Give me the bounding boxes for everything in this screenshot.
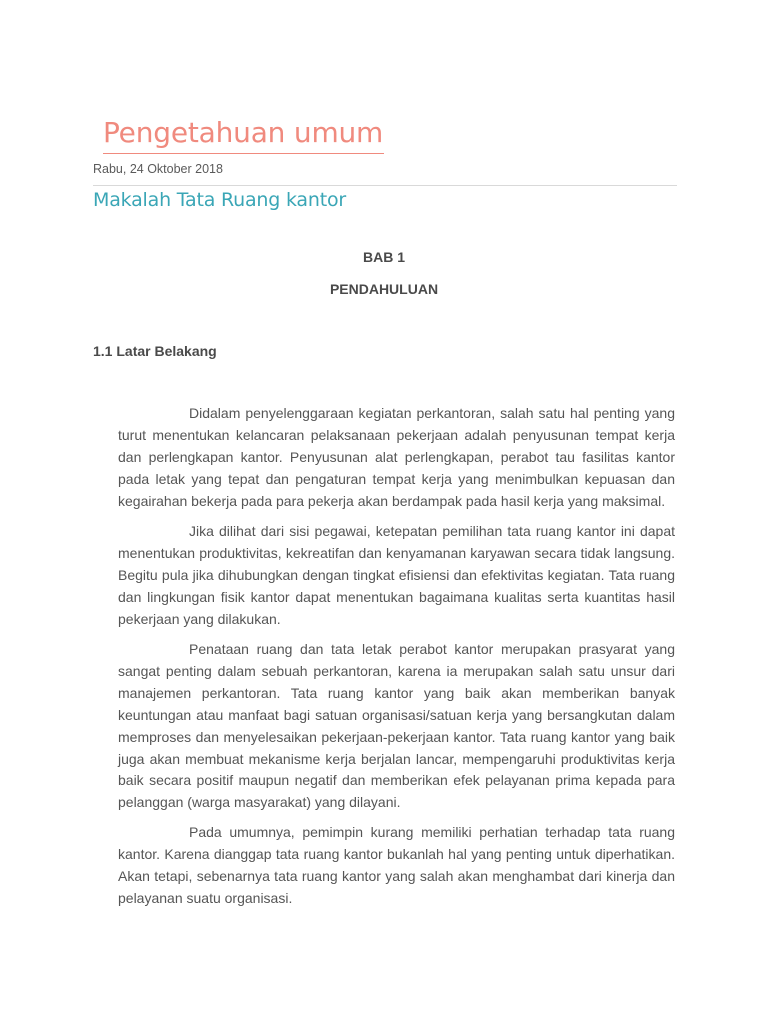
chapter-heading: BAB 1 [362,249,405,265]
chapter-title: PENDAHULUAN [329,281,439,297]
paragraph-2: Jika dilihat dari sisi pegawai, ketepatan pemilihan tata ruang kantor ini dapat menentukan produktivitas, kekreatifan dan kenyamanan karyawan secara tidak langsung. Begitu pula jika dihubungkan dengan tingkat efisiensi dan efektivitas kegiatan. Tata ruang dan lingkungan fisik kantor dapat menentukan bagaimana kualitas serta kuantitas hasil pekerjaan yang dilakukan. [118,523,675,627]
section-heading: 1.1 Latar Belakang [93,343,217,359]
blog-title-link[interactable]: Pengetahuan umum [103,113,384,154]
post-title-link[interactable]: Makalah Tata Ruang kantor [93,189,347,211]
paragraph-3: Penataan ruang dan tata letak perabot kantor merupakan prasyarat yang sangat penting dalam sebuah perkantoran, karena ia merupakan salah satu unsur dari manajemen perkantoran. Tata ruang kantor yang baik akan memberikan banyak keuntungan atau manfaat bagi satuan organisasi/satuan kerja yang bersangkutan dalam memproses dan menyelesaikan pekerjaan-pekerjaan kantor. Tata ruang kantor yang baik juga akan membuat mekanisme kerja berjalan lancar, mempengaruhi produktivitas kerja baik secara positif maupun negatif dan memberikan efek pelayanan prima kepada para pelanggan (warga masyarakat) yang dilayani. [118,641,675,811]
paragraph-1: Didalam penyelenggaraan kegiatan perkantoran, salah satu hal penting yang turut menentukan kelancaran pelaksanaan pekerjaan adalah penyusunan tempat kerja dan perlengkapan kantor. Penyusunan alat perlengkapan, perabot tau fasilitas kantor pada letak yang tepat dan pengaturan tempat kerja yang menimbulkan kepuasan dan kegairahan bekerja pada para pekerja akan berdampak pada hasil kerja yang maksimal. [118,405,675,509]
post-date: Rabu, 24 Oktober 2018 [93,162,223,176]
paragraph-4: Pada umumnya, pemimpin kurang memiliki perhatian terhadap tata ruang kantor. Karena dianggap tata ruang kantor bukanlah hal yang penting untuk diperhatikan. Akan tetapi, sebenarnya tata ruang kantor yang salah akan menghambat dari kinerja dan pelayanan suatu organisasi. [118,824,675,906]
divider [93,185,677,186]
